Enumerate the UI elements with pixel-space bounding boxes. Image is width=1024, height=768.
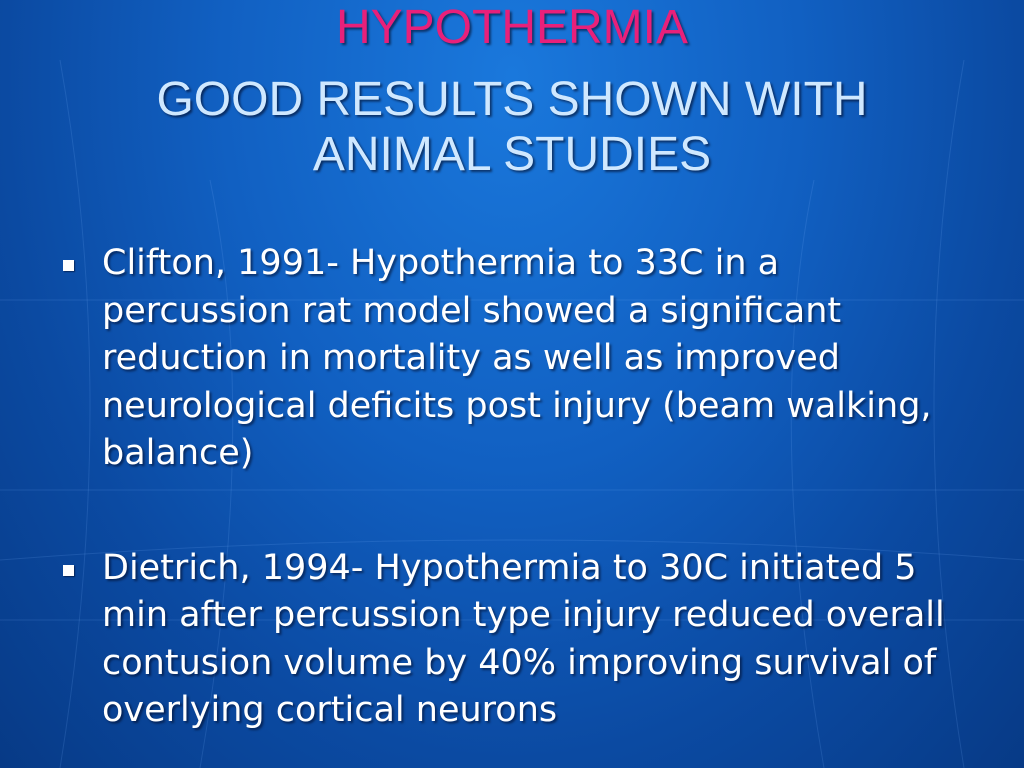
title-line-animal-studies: ANIMAL STUDIES <box>312 128 712 181</box>
bullet-text: Clifton, 1991- Hypothermia to 33C in a percussion rat model showed a significant reduction in mortality as well as improved neurological deficits post injury (beam walking, balance) <box>102 243 932 473</box>
bullet-item-dietrich <box>58 545 978 735</box>
bullet-text: Dietrich, 1994- Hypothermia to 30C initiated 5 min after percussion type injury reduced overall contusion volume by 40% improving survival of overlying cortical neurons <box>102 547 945 730</box>
title-line-hypothermia: HYPOTHERMIA <box>335 1 689 54</box>
square-bullet-icon <box>63 565 74 576</box>
title-line-good-results: GOOD RESULTS SHOWN WITH <box>156 73 868 126</box>
square-bullet-icon <box>63 260 74 271</box>
bullet-list <box>58 240 978 735</box>
bullet-item-clifton <box>58 240 978 478</box>
slide-title <box>0 0 1024 182</box>
